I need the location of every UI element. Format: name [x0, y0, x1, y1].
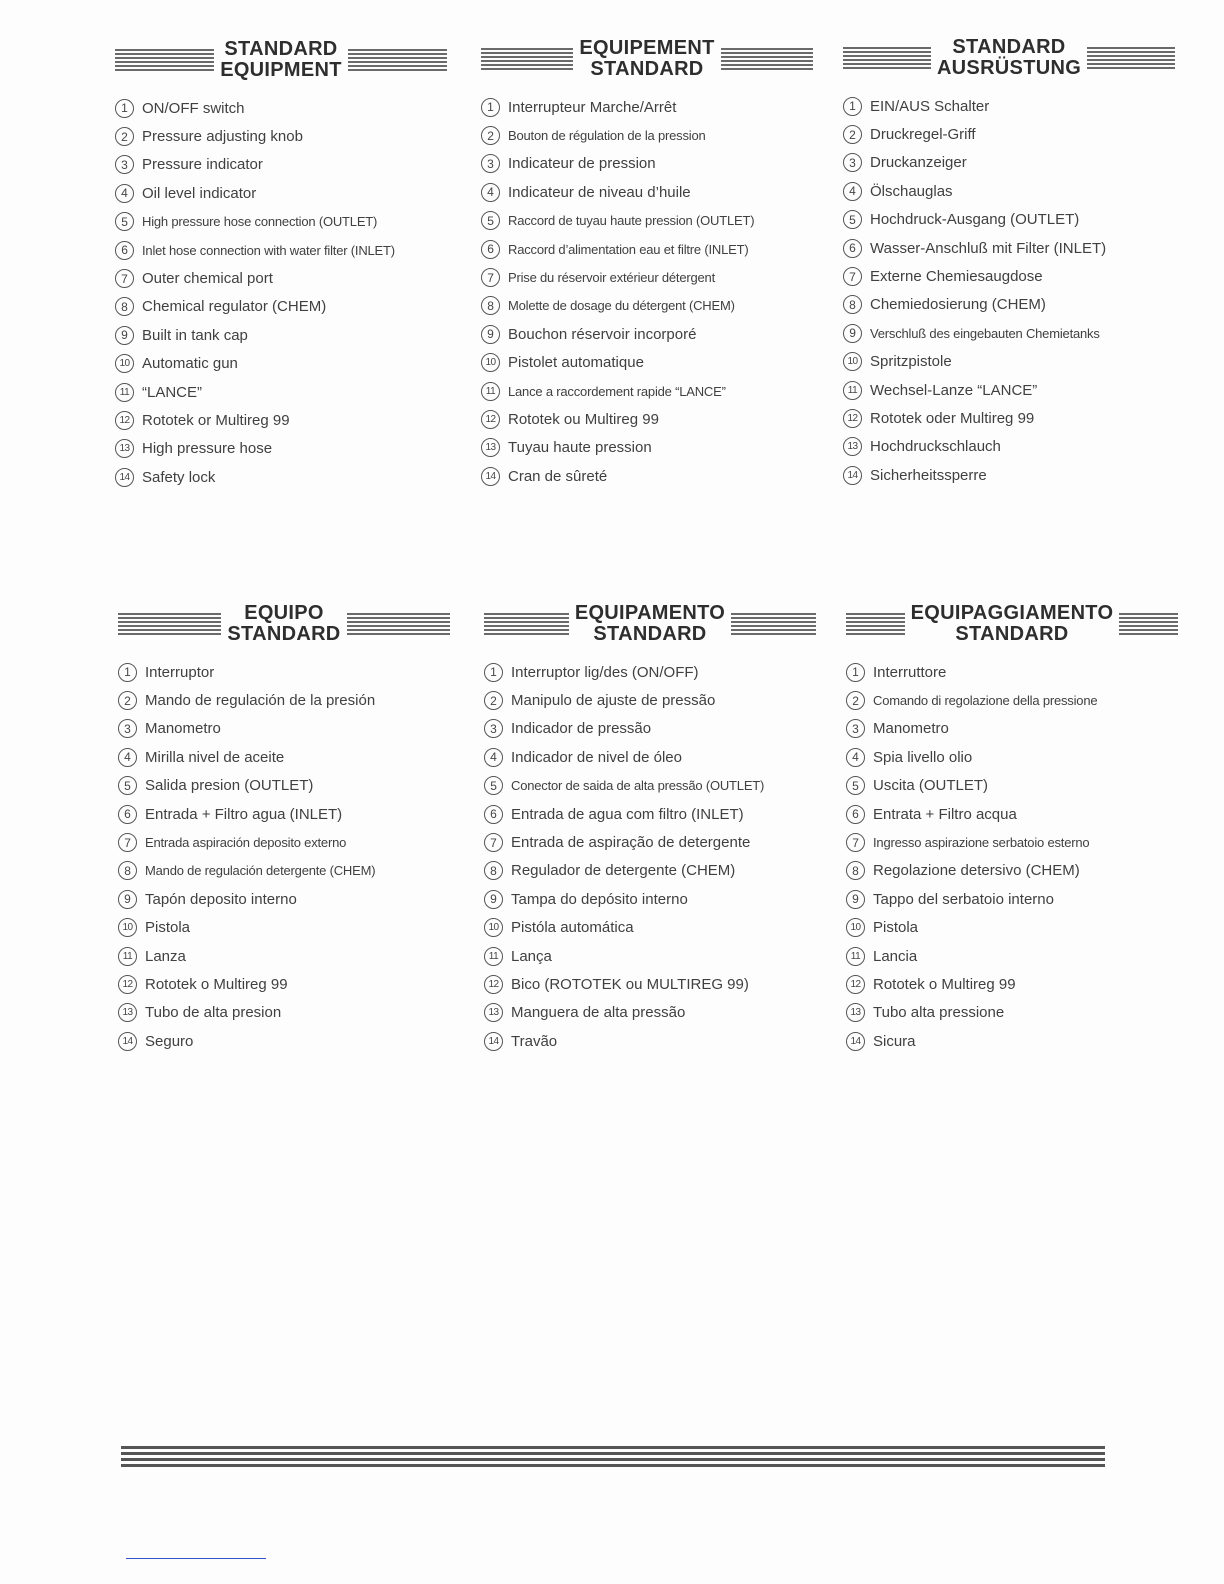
item-label: Pistolet automatique: [508, 354, 644, 372]
item-number-badge: 2: [115, 127, 134, 146]
list-item: [115, 463, 447, 491]
list-item: [481, 349, 813, 377]
item-label: ON/OFF switch: [142, 99, 245, 117]
list-item: [118, 857, 450, 885]
list-item: [846, 743, 1178, 771]
list-item: [118, 885, 450, 913]
item-label: Entrata + Filtro acqua: [873, 805, 1017, 823]
list-item: [484, 942, 816, 970]
item-number-badge: 9: [481, 325, 500, 344]
item-number-badge: 1: [118, 663, 137, 682]
item-label: Bico (ROTOTEK ou MULTIREG 99): [511, 975, 749, 993]
item-number-badge: 7: [118, 833, 137, 852]
list-item: [843, 149, 1175, 177]
item-label: Wasser-Anschluß mit Filter (INLET): [870, 239, 1107, 257]
list-item: [118, 800, 450, 828]
section-title-line1: EQUIPAGGIAMENTO: [910, 602, 1114, 624]
list-item: [846, 942, 1178, 970]
item-label: Tubo de alta presion: [145, 1004, 282, 1022]
item-label: Rototek o Multireg 99: [873, 975, 1016, 993]
item-label: Tuyau haute pression: [508, 439, 652, 457]
item-number-badge: 12: [118, 975, 137, 994]
section-es: [118, 602, 450, 1055]
section-title-line2: AUSRÜSTUNG: [936, 57, 1082, 79]
item-number-badge: 13: [115, 439, 134, 458]
item-number-badge: 7: [843, 267, 862, 286]
item-label: Hochdruck-Ausgang (OUTLET): [870, 211, 1080, 229]
list-item: [481, 462, 813, 490]
section-title: [575, 603, 725, 645]
item-number-badge: 5: [846, 776, 865, 795]
heading-rules-right: [347, 604, 450, 644]
item-label: Externe Chemiesaugdose: [870, 268, 1043, 286]
item-number-badge: 12: [115, 411, 134, 430]
item-label: Mirilla nivel de aceite: [145, 748, 285, 766]
section-heading: [115, 38, 447, 82]
list-item: [484, 1027, 816, 1055]
section-title-line1: STANDARD: [952, 36, 1066, 58]
item-label: Chemiedosierung (CHEM): [870, 296, 1046, 314]
item-label: Manguera de alta pressão: [511, 1004, 686, 1022]
section-heading: [846, 602, 1178, 646]
item-label: Safety lock: [142, 468, 216, 486]
item-number-badge: 7: [484, 833, 503, 852]
list-item: [118, 914, 450, 942]
section-pt: [484, 602, 816, 1055]
section-title-line2: STANDARD: [227, 623, 341, 645]
item-number-badge: 3: [843, 153, 862, 172]
heading-rules-left: [843, 38, 931, 78]
item-number-badge: 4: [843, 182, 862, 201]
item-label: Tappo del serbatoio interno: [873, 890, 1054, 908]
item-label: Cran de sûreté: [508, 467, 608, 485]
item-label: Interruptor: [145, 663, 215, 681]
item-label: Entrada aspiración deposito externo: [145, 835, 347, 851]
item-label: Pistóla automática: [511, 919, 634, 937]
list-item: [843, 120, 1175, 148]
list-item: [115, 378, 447, 406]
item-number-badge: 14: [484, 1032, 503, 1051]
list-item: [118, 772, 450, 800]
item-number-badge: 9: [118, 890, 137, 909]
list-item: [118, 715, 450, 743]
item-label: Druckanzeiger: [870, 154, 967, 172]
list-item: [846, 772, 1178, 800]
section-de: [843, 36, 1175, 489]
list-item: [481, 121, 813, 149]
item-label: Manometro: [873, 720, 949, 738]
list-item: [843, 234, 1175, 262]
item-number-badge: 12: [484, 975, 503, 994]
list-item: [484, 658, 816, 686]
section-heading: [118, 602, 450, 646]
item-number-badge: 11: [118, 947, 137, 966]
item-label: Lanza: [145, 947, 186, 965]
item-label: Mando de regulación detergente (CHEM): [145, 863, 376, 879]
item-label: Uscita (OUTLET): [873, 777, 989, 795]
heading-rules-left: [118, 604, 221, 644]
list-item: [846, 686, 1178, 714]
item-number-badge: 14: [846, 1032, 865, 1051]
item-label: Inlet hose connection with water filter (INLET): [142, 242, 395, 258]
list-item: [115, 264, 447, 292]
item-label: EIN/AUS Schalter: [870, 97, 990, 115]
item-label: Spritzpistole: [870, 353, 952, 371]
item-number-badge: 3: [115, 155, 134, 174]
heading-rules-right: [1087, 38, 1175, 78]
list-item: [481, 405, 813, 433]
item-label: Spia livello olio: [873, 748, 973, 766]
item-label: Travão: [511, 1032, 558, 1050]
item-number-badge: 6: [843, 239, 862, 258]
item-label: Interrupteur Marche/Arrêt: [508, 98, 677, 116]
item-number-badge: 9: [843, 324, 862, 343]
section-heading: [481, 37, 813, 81]
list-item: [115, 236, 447, 264]
heading-rules-left: [846, 604, 905, 644]
item-number-badge: 3: [481, 154, 500, 173]
item-label: Rototek or Multireg 99: [142, 411, 290, 429]
section-en: [115, 38, 447, 491]
item-number-badge: 1: [115, 99, 134, 118]
item-label: Prise du réservoir extérieur détergent: [508, 270, 716, 286]
item-label: Entrada + Filtro agua (INLET): [145, 805, 343, 823]
list-item: [115, 94, 447, 122]
item-label: High pressure hose: [142, 440, 273, 458]
item-number-badge: 10: [118, 918, 137, 937]
item-label: Lança: [511, 947, 552, 965]
item-label: Tapón deposito interno: [145, 890, 297, 908]
item-number-badge: 13: [484, 1003, 503, 1022]
list-item: [484, 914, 816, 942]
item-number-badge: 2: [843, 125, 862, 144]
list-item: [846, 1027, 1178, 1055]
section-title-line2: EQUIPMENT: [220, 59, 342, 81]
section-it: [846, 602, 1178, 1055]
section-title-line1: STANDARD: [224, 38, 338, 60]
list-item: [484, 999, 816, 1027]
item-label: Indicateur de pression: [508, 155, 656, 173]
item-number-badge: 14: [843, 466, 862, 485]
item-label: Ölschauglas: [870, 182, 953, 200]
item-label: Pistola: [145, 919, 191, 937]
footer-underline: [126, 1558, 266, 1559]
list-item: [846, 658, 1178, 686]
item-number-badge: 7: [846, 833, 865, 852]
list-item: [118, 743, 450, 771]
section-title-line1: EQUIPO: [244, 602, 324, 624]
item-label: Molette de dosage du détergent (CHEM): [508, 298, 735, 314]
list-item: [846, 885, 1178, 913]
list-item: [484, 686, 816, 714]
section-title: [579, 38, 714, 80]
item-number-badge: 6: [484, 805, 503, 824]
item-label: Regolazione detersivo (CHEM): [873, 862, 1080, 880]
item-number-badge: 13: [846, 1003, 865, 1022]
item-label: Pressure adjusting knob: [142, 128, 303, 146]
item-label: Rototek o Multireg 99: [145, 975, 288, 993]
item-number-badge: 5: [843, 210, 862, 229]
item-number-badge: 14: [118, 1032, 137, 1051]
item-label: Bouton de régulation de la pression: [508, 128, 706, 144]
heading-rules-left: [115, 40, 214, 80]
list-item: [484, 715, 816, 743]
heading-rules-right: [1119, 604, 1178, 644]
section-fr: [481, 37, 813, 490]
list-item: [846, 715, 1178, 743]
list-item: [481, 320, 813, 348]
list-item: [484, 800, 816, 828]
item-label: Tubo alta pressione: [873, 1004, 1005, 1022]
item-label: Indicador de pressão: [511, 720, 652, 738]
item-number-badge: 4: [481, 183, 500, 202]
list-item: [846, 999, 1178, 1027]
item-number-badge: 8: [115, 297, 134, 316]
list-item: [118, 828, 450, 856]
section-title: [227, 603, 340, 645]
list-item: [481, 207, 813, 235]
item-number-badge: 11: [484, 947, 503, 966]
list-item: [115, 321, 447, 349]
list-item: [843, 206, 1175, 234]
item-number-badge: 5: [481, 211, 500, 230]
item-label: Mando de regulación de la presión: [145, 692, 376, 710]
item-label: Raccord d’alimentation eau et filtre (INLET): [508, 241, 749, 257]
item-number-badge: 3: [846, 719, 865, 738]
item-number-badge: 6: [846, 805, 865, 824]
item-number-badge: 7: [115, 269, 134, 288]
list-item: [481, 377, 813, 405]
list-item: [115, 350, 447, 378]
list-item: [843, 177, 1175, 205]
list-item: [115, 406, 447, 434]
heading-rules-right: [721, 39, 813, 79]
item-number-badge: 8: [481, 296, 500, 315]
item-number-badge: 13: [481, 438, 500, 457]
item-number-badge: 5: [115, 212, 134, 231]
item-number-badge: 8: [846, 861, 865, 880]
item-number-badge: 4: [846, 748, 865, 767]
item-number-badge: 7: [481, 268, 500, 287]
item-number-badge: 1: [481, 98, 500, 117]
heading-rules-right: [731, 604, 816, 644]
item-label: Indicador de nivel de óleo: [511, 748, 682, 766]
list-item: [843, 291, 1175, 319]
item-label: High pressure hose connection (OUTLET): [142, 214, 378, 230]
item-number-badge: 9: [115, 326, 134, 345]
item-number-badge: 14: [115, 468, 134, 487]
item-label: Interruttore: [873, 663, 947, 681]
list-item: [481, 150, 813, 178]
item-number-badge: 2: [846, 691, 865, 710]
list-item: [843, 348, 1175, 376]
item-label: Hochdruckschlauch: [870, 438, 1001, 456]
list-item: [843, 319, 1175, 347]
item-number-badge: 10: [115, 354, 134, 373]
item-label: Ingresso aspirazione serbatoio esterno: [873, 835, 1090, 851]
item-number-badge: 6: [481, 240, 500, 259]
footer-rule: [121, 1446, 1105, 1470]
item-number-badge: 5: [118, 776, 137, 795]
item-number-badge: 12: [843, 409, 862, 428]
item-number-badge: 4: [115, 184, 134, 203]
item-number-badge: 8: [484, 861, 503, 880]
list-item: [481, 292, 813, 320]
list-item: [118, 970, 450, 998]
item-label: Raccord de tuyau haute pression (OUTLET): [508, 213, 755, 229]
list-item: [118, 686, 450, 714]
item-label: Indicateur de niveau d’huile: [508, 183, 691, 201]
section-heading: [843, 36, 1175, 80]
list-item: [118, 658, 450, 686]
list-item: [843, 433, 1175, 461]
item-number-badge: 3: [118, 719, 137, 738]
item-label: Outer chemical port: [142, 270, 273, 288]
heading-rules-left: [484, 604, 569, 644]
item-label: Oil level indicator: [142, 184, 257, 202]
item-label: Tampa do depósito interno: [511, 890, 688, 908]
item-number-badge: 12: [846, 975, 865, 994]
item-number-badge: 4: [118, 748, 137, 767]
item-label: Bouchon réservoir incorporé: [508, 325, 697, 343]
list-item: [484, 857, 816, 885]
list-item: [481, 434, 813, 462]
list-item: [846, 828, 1178, 856]
section-title: [937, 37, 1081, 79]
list-item: [115, 179, 447, 207]
list-item: [115, 122, 447, 150]
item-label: Conector de saida de alta pressão (OUTLET): [511, 778, 765, 794]
item-number-badge: 11: [481, 382, 500, 401]
list-item: [481, 235, 813, 263]
list-item: [115, 435, 447, 463]
item-number-badge: 2: [484, 691, 503, 710]
section-title: [911, 603, 1114, 645]
item-label: Sicura: [873, 1032, 916, 1050]
section-title-line2: STANDARD: [955, 623, 1069, 645]
item-label: Interruptor lig/des (ON/OFF): [511, 663, 699, 681]
item-number-badge: 11: [846, 947, 865, 966]
item-number-badge: 2: [481, 126, 500, 145]
list-item: [481, 263, 813, 291]
list-item: [118, 942, 450, 970]
list-item: [115, 151, 447, 179]
list-item: [846, 857, 1178, 885]
list-item: [118, 1027, 450, 1055]
item-label: Entrada de agua com filtro (INLET): [511, 805, 744, 823]
item-label: “LANCE”: [142, 383, 203, 401]
item-number-badge: 13: [118, 1003, 137, 1022]
item-number-badge: 8: [118, 861, 137, 880]
item-number-badge: 11: [115, 383, 134, 402]
item-label: Lancia: [873, 947, 918, 965]
item-number-badge: 10: [843, 352, 862, 371]
item-label: Pistola: [873, 919, 919, 937]
item-number-badge: 13: [843, 437, 862, 456]
list-item: [843, 262, 1175, 290]
item-number-badge: 10: [484, 918, 503, 937]
section-title-line1: EQUIPEMENT: [579, 37, 715, 59]
item-label: Pressure indicator: [142, 156, 263, 174]
item-label: Seguro: [145, 1032, 194, 1050]
item-number-badge: 3: [484, 719, 503, 738]
item-number-badge: 14: [481, 467, 500, 486]
list-item: [484, 970, 816, 998]
item-number-badge: 11: [843, 381, 862, 400]
item-number-badge: 10: [846, 918, 865, 937]
item-number-badge: 2: [118, 691, 137, 710]
item-number-badge: 10: [481, 353, 500, 372]
item-label: Automatic gun: [142, 355, 238, 373]
list-item: [115, 208, 447, 236]
item-number-badge: 8: [843, 295, 862, 314]
item-number-badge: 6: [115, 241, 134, 260]
item-label: Sicherheitssperre: [870, 466, 987, 484]
item-number-badge: 1: [484, 663, 503, 682]
item-label: Rototek oder Multireg 99: [870, 409, 1035, 427]
item-label: Comando di regolazione della pressione: [873, 693, 1098, 709]
section-heading: [484, 602, 816, 646]
item-number-badge: 6: [118, 805, 137, 824]
list-item: [481, 93, 813, 121]
list-item: [843, 376, 1175, 404]
list-item: [115, 293, 447, 321]
item-label: Lance a raccordement rapide “LANCE”: [508, 383, 726, 399]
section-title: [220, 39, 342, 81]
list-item: [484, 828, 816, 856]
item-label: Chemical regulator (CHEM): [142, 298, 327, 316]
item-label: Entrada de aspiração de detergente: [511, 834, 751, 852]
item-label: Built in tank cap: [142, 326, 248, 344]
item-number-badge: 1: [843, 97, 862, 116]
list-item: [484, 885, 816, 913]
item-number-badge: 1: [846, 663, 865, 682]
item-number-badge: 9: [484, 890, 503, 909]
list-item: [843, 461, 1175, 489]
item-number-badge: 4: [484, 748, 503, 767]
heading-rules-left: [481, 39, 573, 79]
item-number-badge: 12: [481, 410, 500, 429]
list-item: [843, 92, 1175, 120]
item-number-badge: 9: [846, 890, 865, 909]
item-label: Druckregel-Griff: [870, 126, 976, 144]
list-item: [846, 914, 1178, 942]
section-title-line1: EQUIPAMENTO: [574, 602, 726, 624]
list-item: [118, 999, 450, 1027]
section-title-line2: STANDARD: [593, 623, 707, 645]
item-label: Salida presion (OUTLET): [145, 777, 314, 795]
item-label: Manipulo de ajuste de pressão: [511, 692, 716, 710]
item-label: Verschluß des eingebauten Chemietanks: [870, 325, 1100, 341]
list-item: [846, 800, 1178, 828]
list-item: [843, 404, 1175, 432]
item-number-badge: 5: [484, 776, 503, 795]
list-item: [484, 743, 816, 771]
list-item: [481, 178, 813, 206]
item-label: Manometro: [145, 720, 221, 738]
item-label: Rototek ou Multireg 99: [508, 410, 659, 428]
item-label: Regulador de detergente (CHEM): [511, 862, 736, 880]
item-label: Wechsel-Lanze “LANCE”: [870, 381, 1038, 399]
section-title-line2: STANDARD: [590, 58, 704, 80]
list-item: [846, 970, 1178, 998]
heading-rules-right: [348, 40, 447, 80]
list-item: [484, 772, 816, 800]
